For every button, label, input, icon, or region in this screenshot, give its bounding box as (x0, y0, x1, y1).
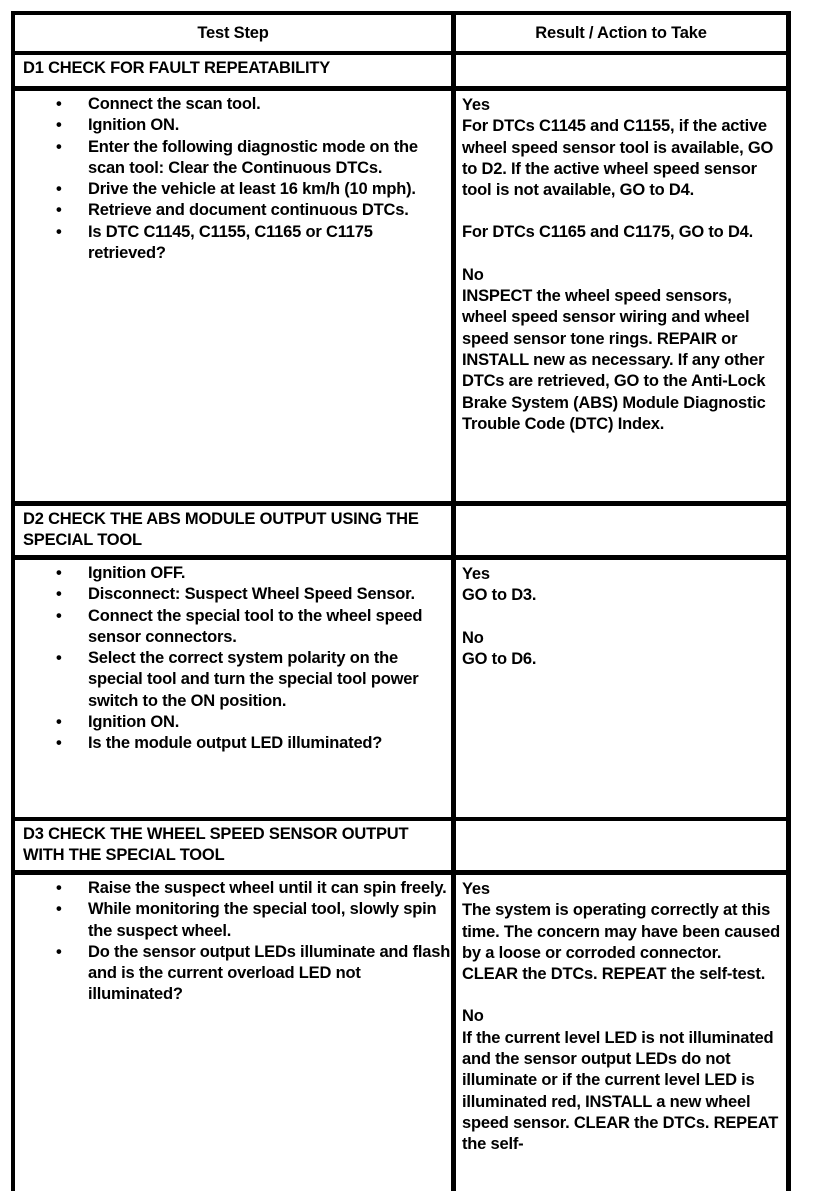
step-content-d2 (15, 560, 451, 817)
yes-action: GO to D3. (462, 586, 537, 605)
step-content-d3 (15, 875, 451, 1191)
no-label: No (462, 628, 484, 647)
step-title-d2-result-blank (456, 506, 786, 555)
list-item: • Retrieve and document continuous DTCs. (15, 200, 451, 221)
list-item: • Enter the following diagnostic mode on the scan tool: Clear the Continuous DTCs. (15, 137, 451, 180)
no-action: If the current level LED is not illuminated and the sensor output LEDs do not illuminate or if the current level LED is illuminated red, INSTALL a new wheel speed sensor. CLEAR the DTCs. REPEAT the self- (462, 1028, 779, 1154)
list-item: • While monitoring the special tool, slowly spin the suspect wheel. (15, 899, 451, 942)
yes-label: Yes (462, 880, 490, 898)
no-label: No (462, 265, 484, 284)
list-item: • Ignition ON. (15, 712, 451, 733)
yes-action: The system is operating correctly at this time. The concern may have been caused by a loose or corroded connector. CLEAR the DTCs. REPEAT the self-test. (462, 901, 780, 984)
list-item: • Is the module output LED illuminated? (15, 733, 451, 754)
step-list-d3 (15, 878, 451, 1006)
yes-label: Yes (462, 565, 490, 583)
step-title-d1: D1 CHECK FOR FAULT REPEATABILITY (15, 55, 451, 86)
step-title-d3-result-blank (456, 821, 786, 870)
diagnostic-table (11, 11, 791, 1191)
step-title-d2: D2 CHECK THE ABS MODULE OUTPUT USING THE SPECIAL TOOL (15, 506, 451, 555)
yes-action: For DTCs C1145 and C1155, if the active wheel speed sensor tool is available, GO to D2. If the active wheel speed sensor tool is not available, GO to D4. (462, 117, 774, 200)
list-item: • Do the sensor output LEDs illuminate and flash and is the current overload LED not illuminated? (15, 942, 451, 1006)
result-d3 (456, 875, 786, 1191)
list-item: • Ignition OFF. (15, 563, 451, 584)
yes-action: For DTCs C1165 and C1175, GO to D4. (462, 223, 754, 242)
list-item: • Is DTC C1145, C1155, C1165 or C1175 retrieved? (15, 222, 451, 265)
list-item: • Connect the scan tool. (15, 94, 451, 115)
no-label: No (462, 1007, 484, 1026)
step-list-d1 (15, 94, 451, 264)
list-item: • Ignition ON. (15, 115, 451, 136)
step-list-d2 (15, 563, 451, 755)
yes-label: Yes (462, 96, 490, 114)
list-item: • Connect the special tool to the wheel speed sensor connectors. (15, 606, 451, 649)
column-header-test-step: Test Step (15, 15, 451, 51)
result-d1 (456, 91, 786, 501)
no-action: GO to D6. (462, 649, 537, 668)
list-item: • Disconnect: Suspect Wheel Speed Sensor. (15, 584, 451, 605)
result-d2 (456, 560, 786, 817)
step-title-d1-result-blank (456, 55, 786, 86)
list-item: • Select the correct system polarity on the special tool and turn the special tool power switch to the ON position. (15, 648, 451, 712)
no-action: INSPECT the wheel speed sensors, wheel speed sensor wiring and wheel speed sensor tone rings. REPAIR or INSTALL new as necessary. If any other DTCs are retrieved, GO to the Anti-Lock Brake System (ABS) Module Diagnostic Trouble Code (DTC) Index. (462, 287, 766, 433)
list-item: • Raise the suspect wheel until it can spin freely. (15, 878, 451, 899)
list-item: • Drive the vehicle at least 16 km/h (10 mph). (15, 179, 451, 200)
step-title-d3: D3 CHECK THE WHEEL SPEED SENSOR OUTPUT WITH THE SPECIAL TOOL (15, 821, 451, 870)
step-content-d1 (15, 91, 451, 501)
column-header-result: Result / Action to Take (456, 15, 786, 51)
